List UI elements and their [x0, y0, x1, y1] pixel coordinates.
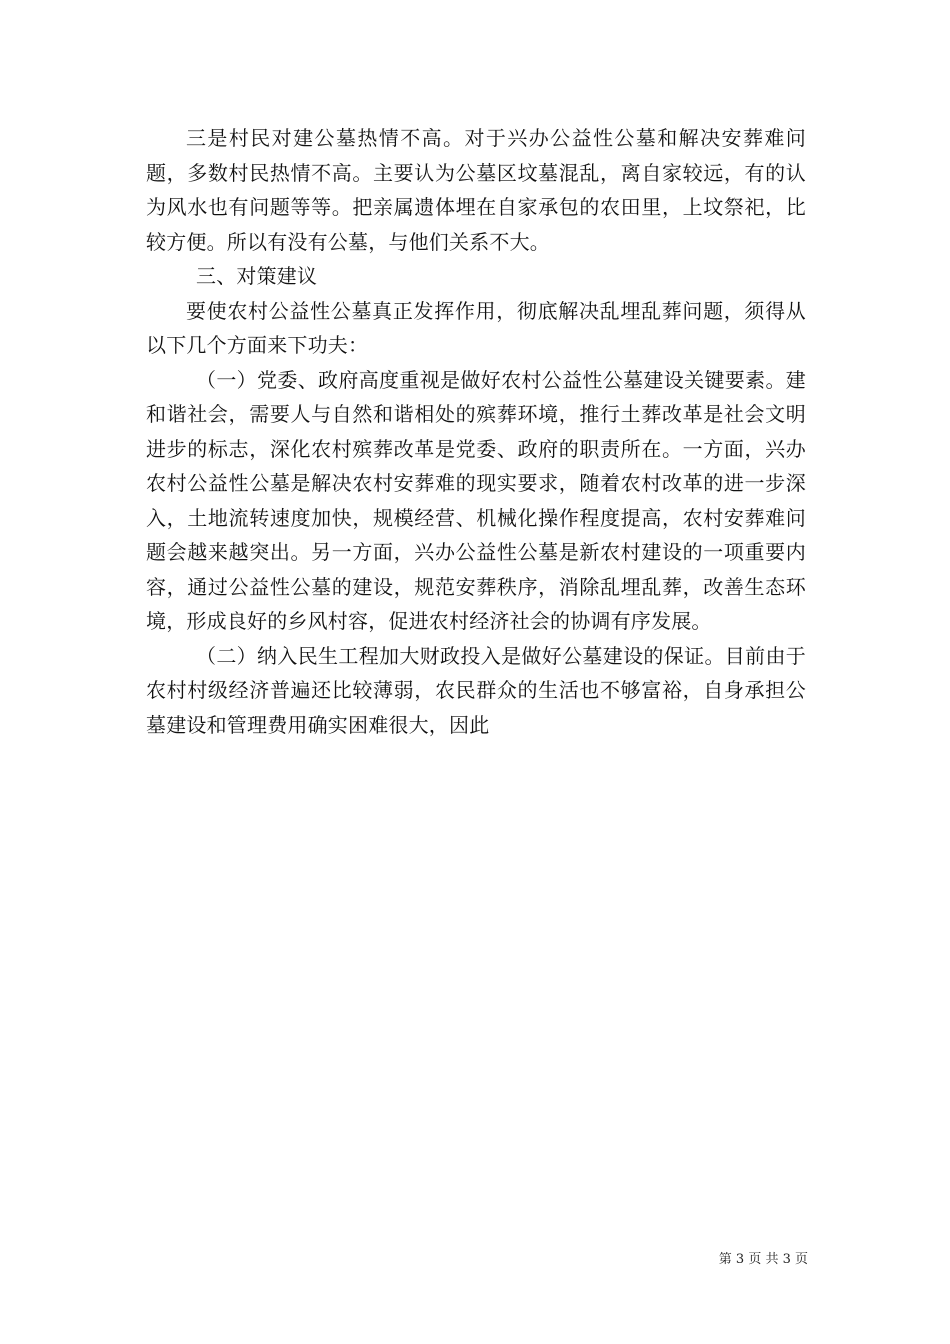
paragraph-intro-measures: 要使农村公益性公墓真正发挥作用，彻底解决乱埋乱葬问题，须得从以下几个方面来下功夫：	[146, 298, 806, 357]
paragraph-measure-one: （一）党委、政府高度重视是做好农村公益性公墓建设关键要素。建和谐社会，需要人与自然和谐相处的殡葬环境，推行土葬改革是社会文明进步的标志，深化农村殡葬改革是党委、政府的职责所在。一方面，兴办农村公益性公墓是解决农村安葬难的现实要求，随着农村改革的进一步深入，土地流转速度加快，规模经营、机械化操作程度提高，农村安葬难问题会越来越突出。另一方面，兴办公益性公墓是新农村建设的一项重要内容，通过公益性公墓的建设，规范安葬秩序，消除乱埋乱葬，改善生态环境，形成良好的乡风村容，促进农村经济社会的协调有序发展。	[146, 367, 806, 633]
paragraph-villager-enthusiasm: 三是村民对建公墓热情不高。对于兴办公益性公墓和解决安葬难问题，多数村民热情不高。主要认为公墓区坟墓混乱，离自家较远，有的认为风水也有问题等等。把亲属遗体埋在自家承包的农田里，上坟祭祀，比较方便。所以有没有公墓，与他们关系不大。	[146, 126, 806, 254]
paragraph-measure-two: （二）纳入民生工程加大财政投入是做好公墓建设的保证。目前由于农村村级经济普遍还比较薄弱，农民群众的生活也不够富裕，自身承担公墓建设和管理费用确实困难很大，因此	[146, 643, 806, 737]
section-heading-countermeasures: 三、对策建议	[196, 264, 318, 288]
page-number-footer: 第 3 页 共 3 页	[718, 1252, 808, 1267]
document-body	[146, 121, 806, 742]
